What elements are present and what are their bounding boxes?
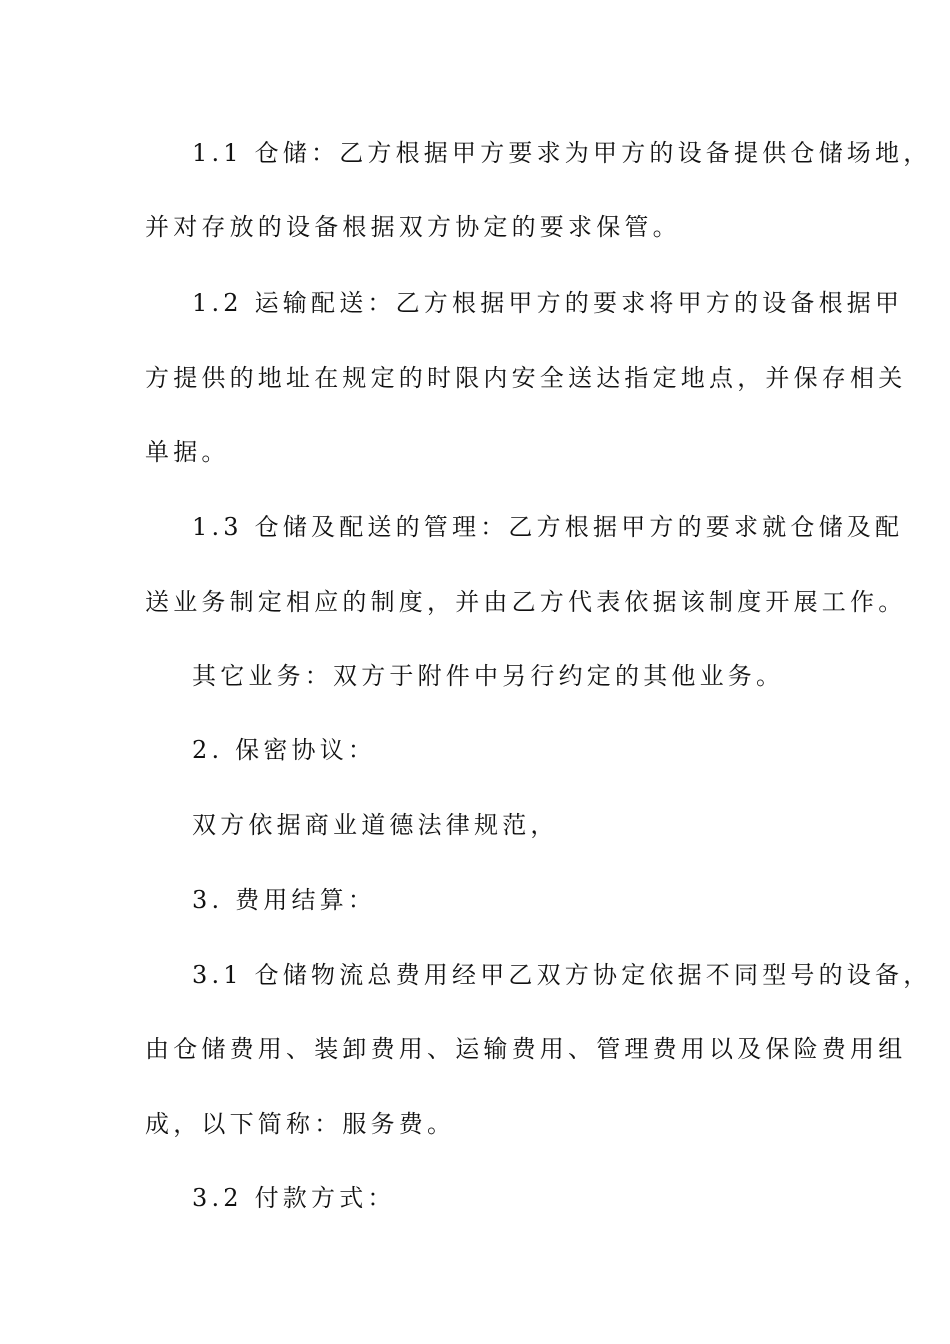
clause-1-3-line-1: 1.3 仓储及配送的管理：乙方根据甲方的要求就仓储及配 <box>192 513 904 541</box>
clause-1-1-line-2: 并对存放的设备根据双方协定的要求保管。 <box>145 213 681 241</box>
clause-1-2-line-1: 1.2 运输配送：乙方根据甲方的要求将甲方的设备根据甲 <box>192 289 904 317</box>
clause-1-3-line-2: 送业务制定相应的制度，并由乙方代表依据该制度开展工作。 <box>145 588 907 616</box>
clause-1-2-line-3: 单据。 <box>145 438 230 466</box>
clause-3-2-heading: 3.2 付款方式： <box>192 1184 396 1212</box>
clause-3-1-line-3: 成，以下简称：服务费。 <box>145 1110 456 1138</box>
section-3-heading: 3. 费用结算： <box>192 886 377 914</box>
other-business-line: 其它业务：双方于附件中另行约定的其他业务。 <box>192 662 785 690</box>
section-2-heading: 2. 保密协议： <box>192 736 377 764</box>
clause-3-1-line-2: 由仓储费用、装卸费用、运输费用、管理费用以及保险费用组 <box>145 1035 907 1063</box>
clause-3-1-line-1: 3.1 仓储物流总费用经甲乙双方协定依据不同型号的设备， <box>192 961 932 989</box>
confidentiality-line: 双方依据商业道德法律规范， <box>192 811 559 839</box>
clause-1-1-line-1: 1.1 仓储：乙方根据甲方要求为甲方的设备提供仓储场地， <box>192 139 932 167</box>
clause-1-2-line-2: 方提供的地址在规定的时限内安全送达指定地点，并保存相关 <box>145 364 907 392</box>
